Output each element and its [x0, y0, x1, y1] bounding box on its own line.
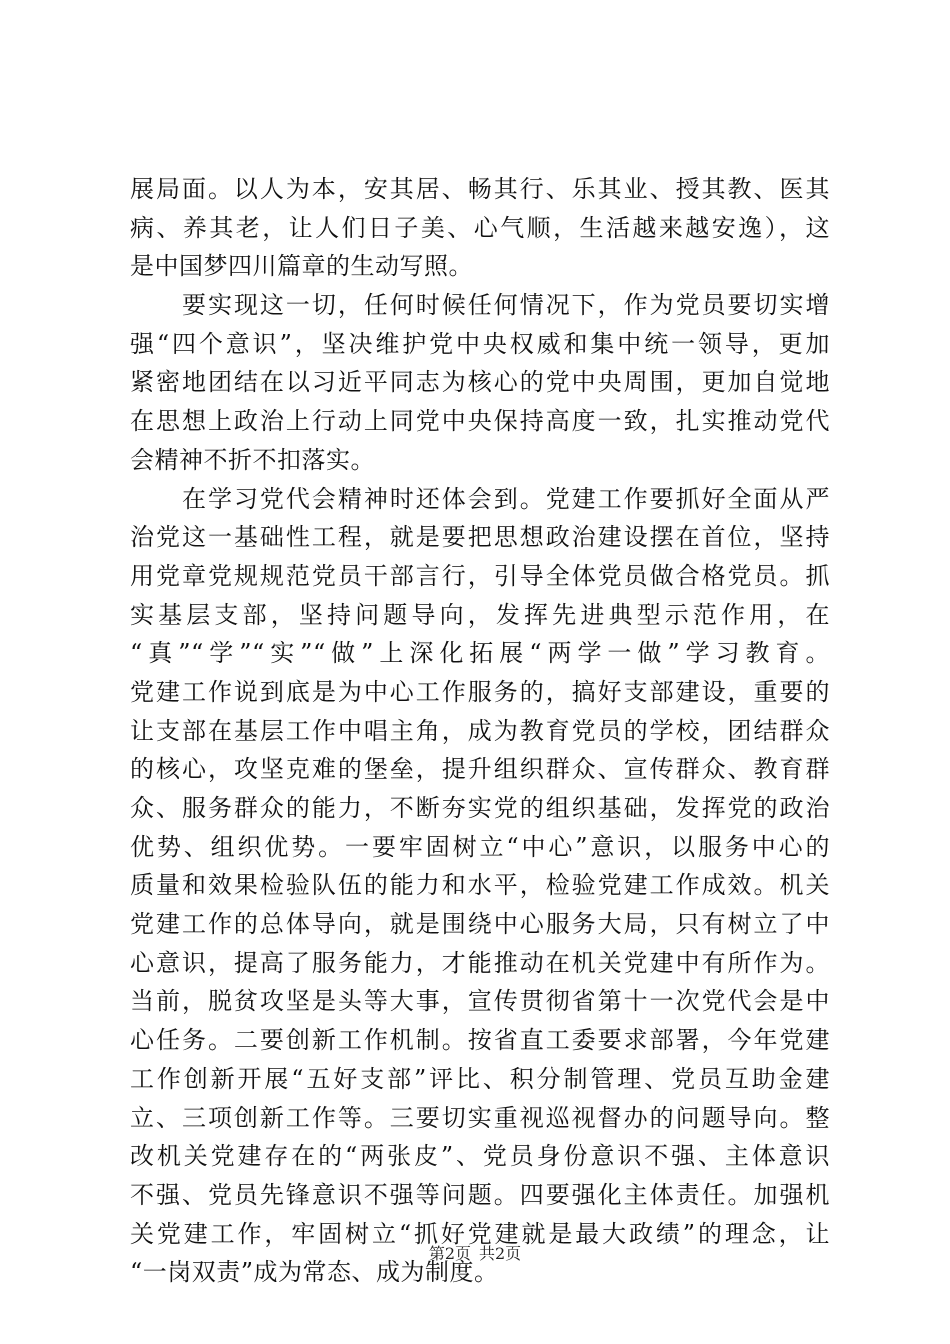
- text-line: 优势、组织优势。一要牢固树立“中心”意识，以服务中心的: [130, 832, 830, 861]
- text-line: 展局面。以人为本，安其居、畅其行、乐其业、授其教、医其: [130, 175, 830, 203]
- page-number: 第2页: [428, 1244, 471, 1263]
- text-line: 要实现这一切，任何时候任何情况下，作为党员要切实增: [182, 291, 830, 320]
- text-line: 实基层支部，坚持问题导向，发挥先进典型示范作用，在: [130, 600, 830, 629]
- text-line: 用党章党规规范党员干部言行，引导全体党员做合格党员。抓: [130, 561, 830, 590]
- text-line: 党建工作的总体导向，就是围绕中心服务大局，只有树立了中: [130, 910, 830, 939]
- text-line: 紧密地团结在以习近平同志为核心的党中央周围，更加自觉地: [130, 368, 830, 397]
- text-line: 工作创新开展“五好支部”评比、积分制管理、党员互助金建: [130, 1064, 830, 1093]
- text-line: 党建工作说到底是为中心工作服务的，搞好支部建设，重要的: [130, 677, 830, 706]
- text-line: 在思想上政治上行动上同党中央保持高度一致，扎实推动党代: [130, 407, 830, 436]
- text-line: 关党建工作，牢固树立“抓好党建就是最大政绩”的理念，让: [130, 1219, 830, 1248]
- text-line: 改机关党建存在的“两张皮”、党员身份意识不强、主体意识: [130, 1142, 830, 1171]
- text-line: 在学习党代会精神时还体会到。党建工作要抓好全面从严: [182, 484, 830, 513]
- text-line: 强“四个意识”，坚决维护党中央权威和集中统一领导，更加: [130, 329, 830, 358]
- page-total: 共2页: [479, 1244, 522, 1263]
- text-line: 心意识，提高了服务能力，才能推动在机关党建中有所作为。: [130, 948, 830, 977]
- text-line: 立、三项创新工作等。三要切实重视巡视督办的问题导向。整: [130, 1103, 830, 1132]
- text-line: 治党这一基础性工程，就是要把思想政治建设摆在首位，坚持: [130, 523, 830, 552]
- text-line: 会精神不折不扣落实。: [130, 445, 375, 474]
- text-line: “一岗双责”成为常态、成为制度。: [130, 1258, 499, 1287]
- text-line: 的核心，攻坚克难的堡垒，提升组织群众、宣传群众、教育群: [130, 755, 830, 784]
- text-line: “真”“学”“实”“做”上深化拓展“两学一做”学习教育。: [130, 639, 830, 668]
- page-footer: [0, 1243, 950, 1265]
- text-line: 是中国梦四川篇章的生动写照。: [130, 252, 473, 281]
- document-body: [130, 170, 830, 1292]
- text-line: 病、养其老，让人们日子美、心气顺，生活越来越安逸），这: [130, 213, 830, 242]
- text-line: 不强、党员先锋意识不强等问题。四要强化主体责任。加强机: [130, 1180, 830, 1209]
- text-line: 当前，脱贫攻坚是头等大事，宣传贯彻省第十一次党代会是中: [130, 987, 830, 1016]
- text-line: 心任务。二要创新工作机制。按省直工委要求部署，今年党建: [130, 1026, 830, 1055]
- text-line: 众、服务群众的能力，不断夯实党的组织基础，发挥党的政治: [130, 794, 830, 822]
- text-line: 让支部在基层工作中唱主角，成为教育党员的学校，团结群众: [130, 716, 830, 745]
- text-line: 质量和效果检验队伍的能力和水平，检验党建工作成效。机关: [130, 871, 830, 900]
